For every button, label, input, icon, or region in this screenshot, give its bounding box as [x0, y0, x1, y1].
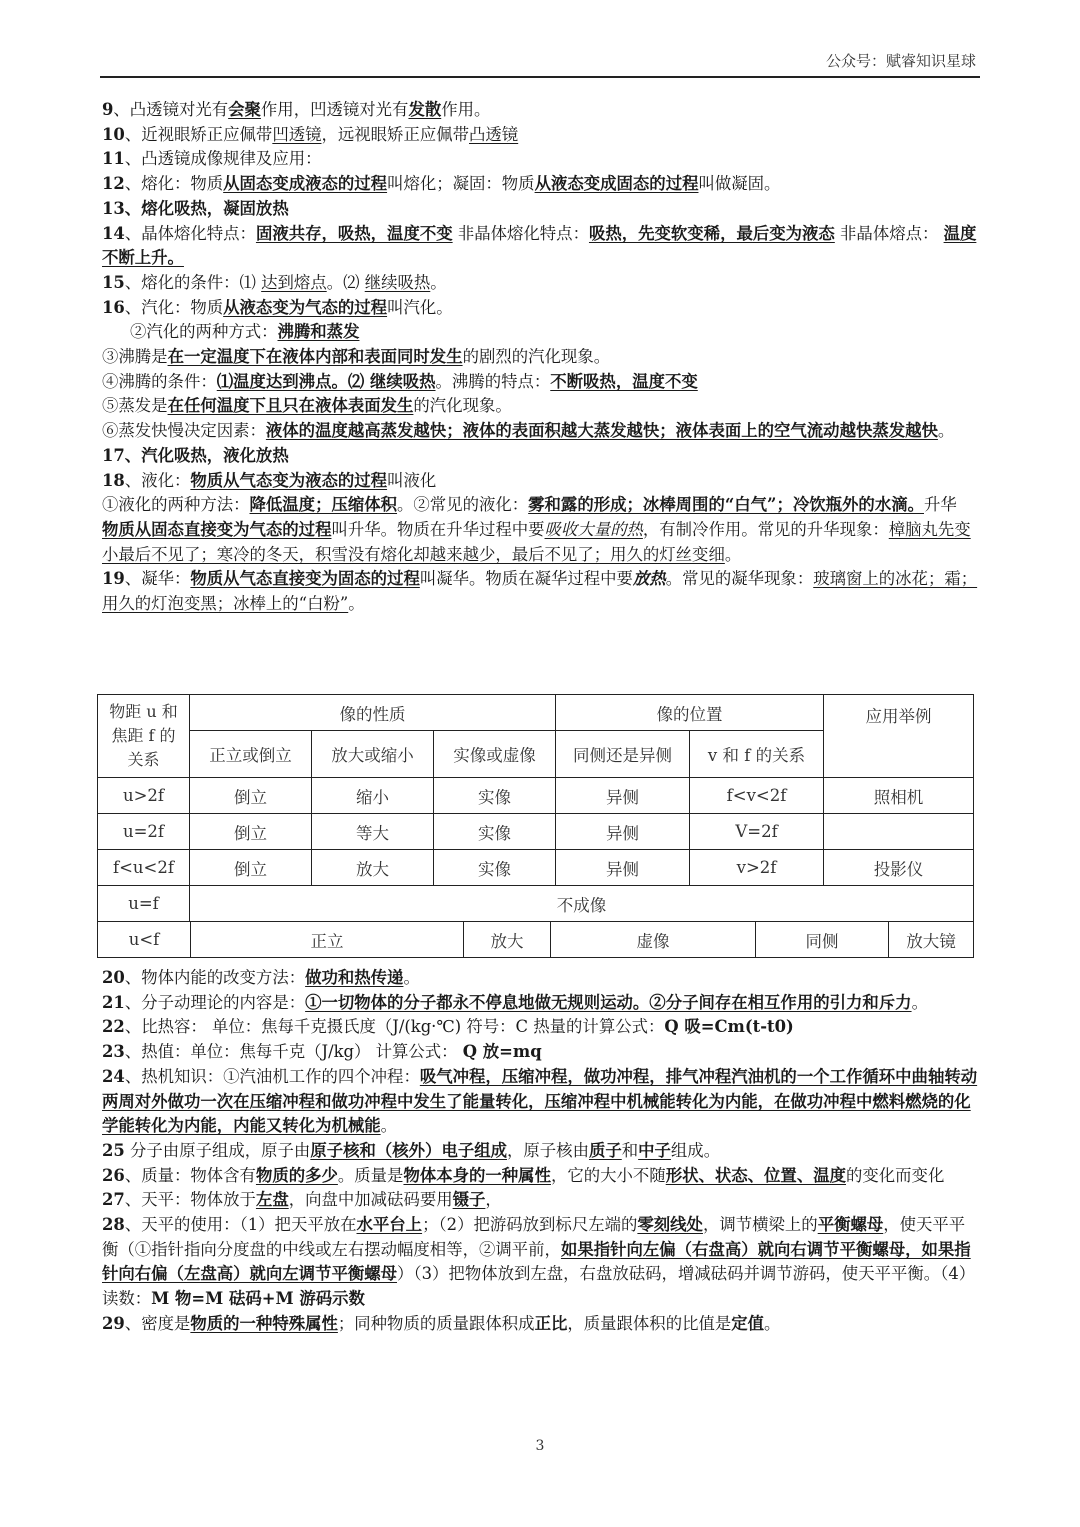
note-text: 、密度是	[124, 1313, 191, 1333]
table-cell: V=2f	[690, 814, 824, 850]
note-text: 继续吸热	[364, 272, 431, 292]
note-text: 镊子	[452, 1190, 486, 1210]
note-line	[102, 991, 978, 1016]
note-text: 吸热，先变软变稀，最后变为液态	[588, 223, 835, 243]
note-text: ②汽化的两种方式：	[130, 322, 278, 342]
note-text: 16	[102, 297, 125, 317]
note-text: 、天平：物体放于	[124, 1190, 256, 1210]
table-row	[98, 922, 974, 958]
note-text: 作用，凹透镜对光有	[260, 100, 409, 119]
note-line	[102, 1164, 978, 1189]
table-cell: 放大镜	[906, 931, 956, 951]
note-text: 中子	[638, 1140, 671, 1160]
note-text: 固液共存，吸热，温度不变	[255, 223, 453, 243]
table-cell: u<f	[98, 922, 191, 957]
subheader-cell: 正立或倒立	[190, 731, 312, 778]
note-text: 零刻线处	[637, 1215, 703, 1235]
note-text: 。⑵	[326, 272, 365, 292]
note-line	[102, 271, 978, 296]
note-line	[102, 197, 978, 222]
note-text: 、近视眼矫正应佩带	[124, 124, 273, 144]
note-text: ④沸腾的条件：	[102, 371, 217, 391]
note-text: 28	[102, 1215, 125, 1235]
note-text: 、物体内能的改变方法：	[124, 968, 306, 987]
note-text: 非晶体熔化特点：	[452, 223, 589, 243]
note-text: 20	[102, 968, 125, 987]
note-line	[102, 966, 978, 991]
note-text: 分子由原子组成，原子由	[124, 1140, 311, 1160]
note-line	[102, 419, 978, 444]
note-text: 做功和热传递	[305, 968, 404, 987]
subheader-cell: v 和 f 的关系	[690, 731, 824, 778]
note-text: 和	[621, 1140, 639, 1160]
note-text: 13、熔化吸热，凝固放热	[102, 198, 289, 218]
note-text: 。	[724, 544, 742, 564]
note-text: 。	[937, 421, 955, 441]
note-text: 发散	[408, 100, 442, 119]
note-text: 9	[102, 100, 114, 119]
note-text: 非晶体熔点：	[834, 223, 944, 243]
note-line	[102, 1213, 978, 1312]
note-line	[102, 222, 978, 271]
note-text: 。质量是	[337, 1165, 404, 1185]
note-text: 液体的温度越高蒸发越快；液体的表面积越大蒸发越快；液体表面上的空气流动越快蒸发越快	[265, 421, 938, 441]
note-text: 形状、状态、位置、温度	[665, 1165, 846, 1185]
note-text: 不断吸热，温度不变	[550, 371, 698, 391]
note-text: 叫做凝固。	[698, 174, 781, 194]
table-cell: 投影仪	[824, 850, 974, 886]
table-cell: 虚像	[551, 922, 756, 957]
note-text: M 物=M 砝码+M 游码示数	[151, 1289, 365, 1309]
note-line	[102, 469, 978, 494]
note-text: 。	[430, 272, 447, 292]
note-text: 、熔化：物质	[124, 174, 224, 194]
note-text: 从液态变为气态的过程	[223, 297, 388, 317]
note-text: 定值	[731, 1313, 765, 1333]
note-text: 物质从气态变为液态的过程	[190, 470, 388, 490]
note-text: 的汽化现象。	[413, 396, 512, 416]
note-text: 的剧烈的汽化现象。	[462, 347, 611, 367]
note-text: 。常见的凝华现象：	[665, 569, 814, 589]
note-text: 17、汽化吸热，液化放热	[102, 445, 289, 465]
table-row	[98, 886, 974, 922]
note-text: 玻璃窗上的冰花；霜；用久的灯泡变黑；冰棒上的“白粉”	[102, 569, 978, 614]
note-text: 如果指针向左偏（右盘高）就向右调节平衡螺母，如果指针向右偏（左盘高）就向左调节平衡螺母	[102, 1239, 971, 1284]
note-text: 25	[102, 1140, 125, 1160]
note-text: 升华	[924, 495, 957, 515]
virtual-row-cells	[98, 922, 973, 957]
note-text: 从液态变成固态的过程	[534, 174, 699, 194]
note-text: 19	[102, 569, 125, 589]
note-text: 。	[403, 968, 420, 987]
table-row	[98, 814, 974, 850]
header-text: 公众号：赋睿知识星球	[825, 52, 976, 70]
note-text: 作用。	[441, 100, 491, 119]
note-line	[102, 1015, 978, 1040]
note-text: ，质量跟体积的比值是	[567, 1313, 732, 1333]
note-line	[102, 394, 978, 419]
note-text: 从固态变成液态的过程	[223, 174, 388, 194]
table-cell: 等大	[312, 814, 434, 850]
note-text: ，调节横梁上的	[702, 1215, 818, 1235]
table-row	[98, 850, 974, 886]
note-text: 正比	[534, 1313, 568, 1333]
header-cell-nature: 像的性质	[190, 695, 556, 731]
note-line	[102, 444, 978, 469]
table-cell: 倒立	[190, 778, 312, 814]
note-text: 21	[102, 992, 125, 1012]
note-text: 22	[102, 1017, 125, 1037]
note-text: 樟脑丸先变小最后不见了；寒冷的冬天，积雪没有熔化却越来越少，最后不见了；用久的灯丝变细	[102, 519, 971, 564]
note-text: 23	[102, 1042, 125, 1062]
note-text: ，原子核由	[507, 1140, 589, 1160]
note-text: ，它的大小不随	[550, 1165, 666, 1185]
table-cell: 照相机	[824, 778, 974, 814]
table-row-virtual	[98, 922, 974, 958]
table-cell-no-image: 不成像	[190, 886, 974, 922]
note-text: 吸收大量的热	[544, 519, 643, 539]
header-cell-distance: 物距 u 和焦距 f 的关系	[98, 695, 190, 778]
note-text: 物质的多少	[255, 1165, 338, 1185]
note-text: 18	[102, 470, 125, 490]
note-text: 汽油机的一个工作循环中曲轴转动两周对外做功一次在压缩冲程和做功冲程中发生了能量转化，压缩冲程中机械能转化为内能，在做功冲程中燃料燃烧的化学能转化为内能，内能又转化为机械能	[102, 1066, 978, 1136]
note-text: 水平台上	[356, 1215, 423, 1235]
note-line	[102, 1139, 978, 1164]
note-text: ；（2）把游码放到标尺左端的	[422, 1215, 638, 1235]
note-line	[102, 1312, 978, 1337]
note-text: ，	[485, 1190, 502, 1210]
note-line	[102, 493, 978, 567]
note-text: ，有制冷作用。常见的升华现象：	[642, 519, 889, 539]
note-text: ⑥蒸发快慢决定因素：	[102, 421, 266, 441]
note-text: ⑤蒸发是	[102, 396, 168, 416]
note-text: 、天平的使用：（1）把天平放在	[124, 1215, 357, 1235]
note-text: 24	[102, 1066, 125, 1086]
note-line	[102, 1188, 978, 1213]
note-line	[102, 147, 978, 172]
lens-imaging-table	[97, 694, 974, 958]
note-text: 雾和露的形成；冰棒周围的“白气”；冷饮瓶外的水滴。	[528, 495, 924, 515]
note-text: 物质从气态直接变为固态的过程	[190, 569, 420, 589]
subheader-cell: 实像或虚像	[434, 731, 556, 778]
note-text: 在一定温度下在液体内部和表面同时发生	[167, 347, 463, 367]
note-text: ）（3）把物体放到左盘，右盘放砝码，增减砝码并调节游码，使天平平衡。（4）读数：	[102, 1264, 976, 1309]
note-text: ③沸腾是	[102, 347, 168, 367]
note-text: 、热值：单位：焦每千克（J/kg） 计算公式：	[124, 1042, 463, 1062]
note-text: ⑴温度达到沸点。⑵ 继续吸热	[216, 371, 436, 391]
note-text: 物质的一种特殊属性	[190, 1313, 338, 1333]
note-text: 、比热容： 单位：焦每千克摄氏度（J/(kg·℃) 符号：C 热量的计算公式：	[124, 1017, 665, 1037]
note-text: 降低温度；压缩体积	[249, 495, 398, 515]
note-text: 14	[102, 223, 125, 243]
header-cell-application: 应用举例	[824, 695, 974, 778]
note-text: 、凸透镜对光有	[113, 100, 229, 119]
note-text: 叫熔化；凝固：物质	[387, 174, 535, 194]
note-line	[102, 1040, 978, 1065]
table-cell: u=2f	[98, 814, 190, 850]
note-line	[102, 345, 978, 370]
table-row	[98, 778, 974, 814]
table-cell: f<v<2f	[690, 778, 824, 814]
table-cell: u=f	[98, 886, 190, 922]
note-text: 12	[102, 174, 125, 194]
subheader-cell: 同侧还是异侧	[556, 731, 690, 778]
note-text: ，使天平平衡（①指针指向分度盘的中线或左右摆动幅度相等，②调平前，	[102, 1215, 966, 1259]
note-text: 温度不断上升。	[102, 223, 977, 268]
note-text: 10	[102, 124, 125, 144]
table-cell: 同侧	[756, 922, 889, 957]
table-cell: 倒立	[190, 814, 312, 850]
note-text: ，远视眼矫正应佩带	[321, 124, 470, 144]
table-cell: u>2f	[98, 778, 190, 814]
note-text: 质子	[588, 1140, 622, 1160]
note-text: 26	[102, 1165, 125, 1185]
table-cell: 实像	[434, 778, 556, 814]
page-header	[100, 40, 980, 78]
note-text: 、凸透镜成像规律及应用：	[124, 149, 322, 169]
note-text: 放热	[632, 569, 666, 589]
note-text: 物体本身的一种属性	[403, 1165, 551, 1185]
note-text: 、热机知识：①汽油机工作的四个冲程：	[124, 1066, 420, 1086]
note-text: 左盘	[255, 1190, 289, 1210]
note-text: ；同种物质的质量跟体积成	[337, 1313, 535, 1333]
note-text: 原子核和（核外）电子组成	[310, 1140, 508, 1160]
note-text: 11	[102, 149, 125, 169]
note-line	[102, 172, 978, 197]
note-text: 。	[911, 992, 928, 1012]
table-cell: 放大	[464, 922, 551, 957]
table-cell: 倒立	[190, 850, 312, 886]
header-cell-position: 像的位置	[556, 695, 824, 731]
note-text: Q 放=mq	[462, 1042, 542, 1062]
note-text: 、分子动理论的内容是：	[124, 992, 306, 1012]
table-cell: v>2f	[690, 850, 824, 886]
note-text: 。②常见的液化：	[397, 495, 529, 515]
note-text: 凹透镜	[272, 124, 322, 144]
table-cell: 放大	[312, 850, 434, 886]
note-line	[102, 370, 978, 395]
note-text: 沸腾和蒸发	[277, 322, 360, 342]
note-text: 、质量：物体含有	[124, 1165, 256, 1185]
note-text: 。	[764, 1313, 781, 1333]
notes-section-bottom	[102, 966, 978, 1337]
note-text: 叫凝华。物质在凝华过程中要	[419, 569, 633, 589]
notes-section-top	[102, 98, 978, 617]
subheader-cell: 放大或缩小	[312, 731, 434, 778]
lens-imaging-table-wrap	[97, 694, 973, 958]
note-text: 27	[102, 1190, 125, 1210]
note-text: 的变化而变化	[846, 1165, 945, 1185]
note-line	[102, 320, 978, 345]
table-cell: 实像	[434, 814, 556, 850]
note-line	[102, 98, 978, 123]
table-cell: 异侧	[556, 814, 690, 850]
table-cell: 正立	[191, 922, 464, 957]
note-text: 、凝华：	[124, 569, 191, 589]
note-text: 平衡螺母	[817, 1215, 884, 1235]
note-text: 29	[102, 1313, 125, 1333]
note-text: 。	[380, 1116, 398, 1136]
table-cell: 异侧	[556, 778, 690, 814]
note-text: 、汽化：物质	[124, 297, 224, 317]
note-text: 。	[348, 594, 365, 614]
note-text: 、熔化的条件：⑴	[124, 272, 262, 292]
note-text: 、液化：	[124, 470, 191, 490]
note-text: 叫升华。物质在升华过程中要	[331, 519, 545, 539]
page-number: 3	[535, 1438, 545, 1454]
table-cell: 缩小	[312, 778, 434, 814]
table-cell: f<u<2f	[98, 850, 190, 886]
note-text: 叫液化	[387, 470, 437, 490]
note-line	[102, 296, 978, 321]
note-text: 会聚	[228, 100, 261, 119]
note-text: 叫汽化。	[387, 297, 453, 317]
note-text: Q 吸=Cm(t-t0)	[664, 1017, 794, 1037]
note-text: 达到熔点	[261, 272, 327, 292]
note-text: 15	[102, 272, 125, 292]
table-cell	[824, 814, 974, 850]
note-text: 凸透镜	[469, 124, 519, 144]
note-text: 组成。	[670, 1140, 721, 1160]
note-line	[102, 567, 978, 616]
table-header-row	[98, 695, 974, 731]
note-text: ①液化的两种方法：	[102, 495, 250, 515]
note-text: 在任何温度下且只在液体表面发生	[167, 396, 414, 416]
note-text: 。沸腾的特点：	[435, 371, 551, 391]
note-text: 吸气冲程，压缩冲程，做功冲程，排气冲程	[419, 1066, 732, 1086]
note-text: 、晶体熔化特点：	[124, 223, 256, 243]
note-line	[102, 1065, 978, 1139]
note-text: ①一切物体的分子都永不停息地做无规则运动。②分子间存在相互作用的引力和斥力	[305, 992, 912, 1012]
note-text: 物质从固态直接变为气态的过程	[102, 519, 332, 539]
table-cell: 实像	[434, 850, 556, 886]
note-text: ，向盘中加减砝码要用	[288, 1190, 453, 1210]
note-line	[102, 123, 978, 148]
table-cell: 异侧	[556, 850, 690, 886]
